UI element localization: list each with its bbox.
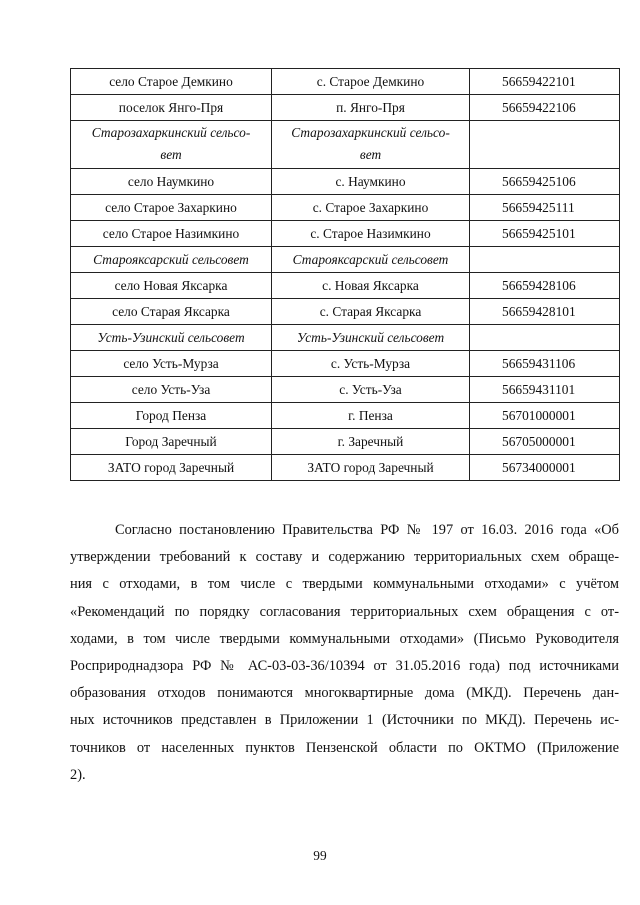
paragraph-line: 2).	[70, 766, 86, 783]
oktmo-code-cell: 56659425111	[470, 195, 620, 221]
paragraph-line: точников от населенных пунктов Пензенской области по ОКТМО (Приложение	[70, 739, 619, 756]
settlement-name-cell: поселок Янго-Пря	[71, 95, 272, 121]
paragraph-line: ных источников представлен в Приложении 1 (Источники по МКД). Перечень ис-	[70, 712, 619, 729]
paragraph-line: ходами, в том числе твердыми коммунальными отходами» (Письмо Руководителя	[70, 630, 619, 647]
settlement-name-cell: Старозахаркинский сельсо- вет	[71, 121, 272, 169]
table-row	[71, 455, 620, 481]
paragraph-line: Согласно постановлению Правительства РФ № 197 от 16.03. 2016 года «Об	[115, 522, 619, 538]
oktmo-code-cell: 56659428101	[470, 299, 620, 325]
settlement-short-name-cell: Старояксарский сельсовет	[272, 247, 470, 273]
settlement-short-name-cell: с. Старое Назимкино	[272, 221, 470, 247]
settlement-name-cell: ЗАТО город Заречный	[71, 455, 272, 481]
paragraph-line: ния с отходами, в том числе с твердыми коммунальными отходами» с учётом	[70, 576, 619, 593]
table-row	[71, 299, 620, 325]
settlements-table	[70, 68, 620, 481]
oktmo-code-cell: 56659425101	[470, 221, 620, 247]
settlement-short-name-cell: с. Новая Яксарка	[272, 273, 470, 299]
table-row	[71, 169, 620, 195]
table-row	[71, 403, 620, 429]
settlement-short-name-cell: г. Пенза	[272, 403, 470, 429]
oktmo-code-cell: 56701000001	[470, 403, 620, 429]
oktmo-code-cell: 56659431106	[470, 351, 620, 377]
settlement-short-name-cell: с. Наумкино	[272, 169, 470, 195]
settlement-short-name-cell: г. Заречный	[272, 429, 470, 455]
table-row	[71, 221, 620, 247]
settlement-short-name-cell: с. Старое Демкино	[272, 69, 470, 95]
settlement-name-cell: село Старое Захаркино	[71, 195, 272, 221]
paragraph-line: образования отходов понимаются многоквартирные дома (МКД). Перечень дан-	[70, 685, 619, 702]
settlement-short-name-cell: п. Янго-Пря	[272, 95, 470, 121]
settlement-name-cell: село Старое Демкино	[71, 69, 272, 95]
body-paragraph	[70, 517, 619, 789]
settlement-name-cell: Город Заречный	[71, 429, 272, 455]
settlement-short-name-cell: с. Старая Яксарка	[272, 299, 470, 325]
settlement-name-cell: село Старое Назимкино	[71, 221, 272, 247]
settlement-short-name-cell: Старозахаркинский сельсо- вет	[272, 121, 470, 169]
table-row	[71, 95, 620, 121]
district-row	[71, 325, 620, 351]
settlement-name-cell: село Наумкино	[71, 169, 272, 195]
settlement-short-name-cell: с. Усть-Уза	[272, 377, 470, 403]
settlement-short-name-cell: Усть-Узинский сельсовет	[272, 325, 470, 351]
settlements-table-body	[71, 69, 620, 481]
oktmo-code-cell: 56659428106	[470, 273, 620, 299]
settlement-name-cell: Старояксарский сельсовет	[71, 247, 272, 273]
oktmo-code-cell: 56659422101	[470, 69, 620, 95]
table-row	[71, 273, 620, 299]
oktmo-code-cell: 56734000001	[470, 455, 620, 481]
oktmo-code-cell: 56659425106	[470, 169, 620, 195]
settlement-name-cell: село Новая Яксарка	[71, 273, 272, 299]
page-number: 99	[313, 848, 327, 863]
oktmo-code-cell: 56659422106	[470, 95, 620, 121]
settlement-name-cell: село Усть-Мурза	[71, 351, 272, 377]
oktmo-code-cell	[470, 247, 620, 273]
table-row	[71, 195, 620, 221]
oktmo-code-cell: 56659431101	[470, 377, 620, 403]
table-row	[71, 69, 620, 95]
oktmo-code-cell	[470, 121, 620, 169]
table-row	[71, 377, 620, 403]
district-row	[71, 247, 620, 273]
table-row	[71, 351, 620, 377]
settlement-name-cell: село Старая Яксарка	[71, 299, 272, 325]
oktmo-code-cell	[470, 325, 620, 351]
paragraph-line: «Рекомендаций по порядку согласования территориальных схем обращения с от-	[70, 603, 619, 620]
table-row	[71, 429, 620, 455]
settlement-short-name-cell: с. Старое Захаркино	[272, 195, 470, 221]
paragraph-line: утверждении требований к составу и содержанию территориальных схем обраще-	[70, 549, 619, 566]
settlement-short-name-cell: с. Усть-Мурза	[272, 351, 470, 377]
settlement-name-cell: село Усть-Уза	[71, 377, 272, 403]
settlement-short-name-cell: ЗАТО город Заречный	[272, 455, 470, 481]
oktmo-code-cell: 56705000001	[470, 429, 620, 455]
district-row	[71, 121, 620, 169]
settlement-name-cell: Город Пенза	[71, 403, 272, 429]
settlement-name-cell: Усть-Узинский сельсовет	[71, 325, 272, 351]
paragraph-line: Росприроднадзора РФ № АС-03-03-36/10394 от 31.05.2016 года) под источниками	[70, 658, 619, 675]
